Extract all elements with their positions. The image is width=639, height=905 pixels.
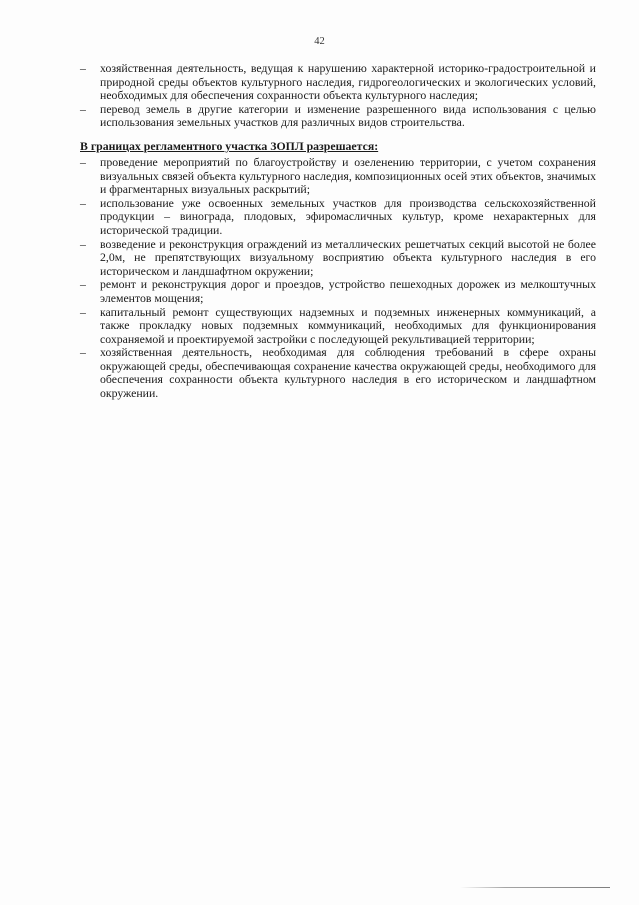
- permitted-list: [80, 156, 596, 401]
- dash-bullet: –: [80, 154, 86, 169]
- list-item-text: хозяйственная деятельность, ведущая к нарушению характерной историко-градостроительной и природной среды объектов культурного наследия, гидрогеологических и экологических условий, необходимых для обеспечения сохранности объекта культурного наследия;: [100, 61, 596, 103]
- list-item: [80, 197, 596, 238]
- dash-bullet: –: [80, 61, 86, 75]
- list-item-text: использование уже освоенных земельных участков для производства сельскохозяйственной продукции – винограда, плодовых, эфиромасличных культур, кроме нехарактерных для исторической традиции.: [100, 195, 596, 237]
- list-item-text: хозяйственная деятельность, необходимая для соблюдения требований в сфере охраны окружающей среды, обеспечивающая сохранение качества окружающей среды, необходимого для обеспечения сохранности объекта культурного наследия в его историческом и ландшафтном окружении.: [100, 345, 596, 401]
- section-heading: В границах регламентного участка ЗОПЛ разрешается:: [80, 138, 379, 153]
- list-item: [80, 62, 596, 103]
- dash-bullet: –: [80, 345, 86, 360]
- dash-bullet: –: [80, 195, 86, 210]
- list-item-text: перевод земель в другие категории и изменение разрешенного вида использования с целью использования земельных участков для различных видов строительства.: [100, 101, 596, 130]
- list-item-text: возведение и реконструкция ограждений из металлических решетчатых секций высотой не более 2,0м, не препятствующих визуальному восприятию объекта культурного наследия в его историческом и ландшафтном окружении;: [100, 236, 596, 278]
- scan-edge-line: [460, 887, 610, 888]
- document-body: [80, 62, 596, 401]
- prohibited-list: [80, 62, 596, 130]
- list-item: [80, 346, 596, 400]
- list-item: [80, 306, 596, 347]
- list-item: [80, 103, 596, 130]
- page-number: 42: [314, 36, 325, 47]
- list-item: [80, 156, 596, 197]
- list-item: [80, 238, 596, 279]
- list-item-text: проведение мероприятий по благоустройству и озеленению территории, с учетом сохранения визуальных связей объекта культурного наследия, композиционных осей этих объектов, значимых и фрагментарных визуальных раскрытий;: [100, 154, 596, 197]
- dash-bullet: –: [80, 101, 86, 116]
- list-item-text: ремонт и реконструкция дорог и проездов, устройство пешеходных дорожек из мелкоштучных элементов мощения;: [100, 277, 596, 305]
- dash-bullet: –: [80, 277, 86, 292]
- list-item-text: капитальный ремонт существующих надземных и подземных инженерных коммуникаций, а также прокладку новых подземных коммуникаций, необходимых для функционирования сохраняемой и проектируемой застройки с последующей рекультивацией территории;: [100, 304, 596, 346]
- list-item: [80, 278, 596, 305]
- dash-bullet: –: [80, 304, 86, 319]
- dash-bullet: –: [80, 236, 86, 251]
